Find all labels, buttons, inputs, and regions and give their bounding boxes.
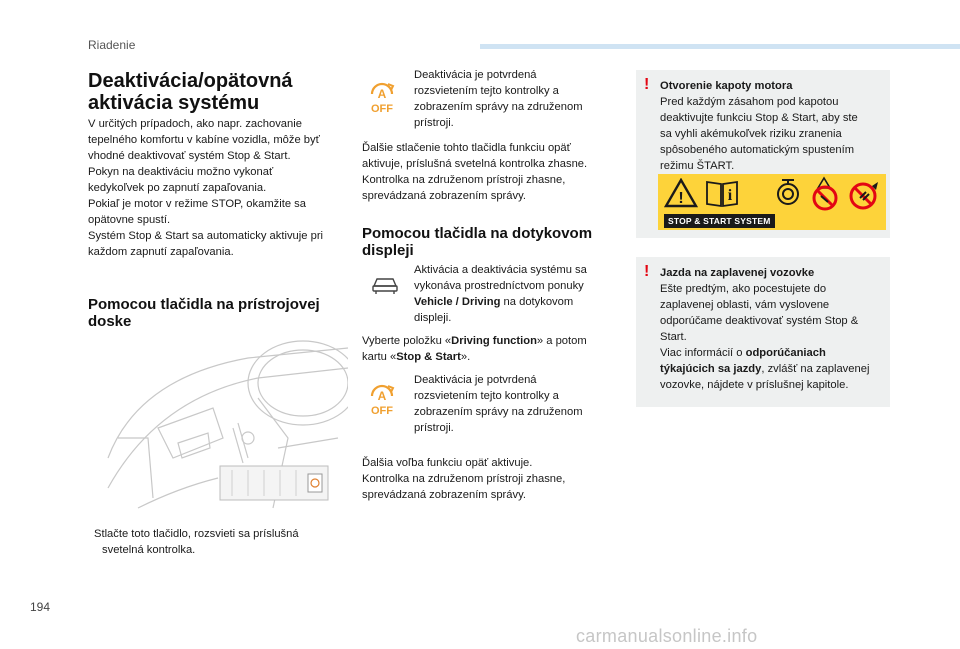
bullet-instruction (88, 526, 350, 558)
intro-line: Pokyn na deaktiváciu možno vykonať (88, 166, 274, 178)
note-line (660, 345, 888, 361)
select-instructions (362, 333, 612, 365)
page-number: 194 (30, 600, 51, 614)
no-hands-icon (808, 174, 842, 212)
title-line-2: aktivácia systému (88, 92, 260, 114)
heading-line-1: Pomocou tlačidla na dotykovom (362, 225, 593, 242)
off-icon-letter: A (377, 87, 387, 101)
info-mark: i (727, 187, 733, 204)
stop-start-off-indicator-icon (366, 382, 398, 416)
touch-line (414, 294, 606, 310)
select-text: ». (460, 351, 471, 363)
note-line: zaplavenej oblasti, vám vyslovene (660, 299, 830, 311)
intro-line: vhodné deaktivovať systém Stop & Start. (88, 150, 291, 162)
intro-line: každom zapnutí zapaľovania. (88, 246, 234, 258)
intro-line: opätovne spustí. (88, 214, 171, 226)
note-line: Start. (660, 331, 687, 343)
reactivate-line: Kontrolka na združenom prístroji zhasne, (362, 473, 566, 485)
touch-line: Aktivácia a deaktivácia systému sa (414, 264, 587, 276)
confirm-line: rozsvietením tejto kontrolky a (414, 85, 559, 97)
dashboard-drawing (98, 338, 348, 520)
stop-start-warning-label (658, 174, 886, 230)
bullet-text: svetelná kontrolka. (102, 544, 196, 556)
reactivate-text-2 (362, 455, 612, 503)
note-emphasis: odporúčaniach (745, 347, 826, 359)
note-text: , zvlášť na zaplavenej (761, 363, 870, 375)
note-line: Ešte predtým, ako pocestujete do (660, 283, 827, 295)
select-line (362, 349, 612, 365)
no-touch-icon (848, 180, 882, 212)
section-label: Riadenie (88, 38, 136, 52)
off-icon-text: OFF (371, 405, 393, 416)
note-line (660, 361, 888, 377)
confirm-line: zobrazením správy na združenom (414, 101, 583, 113)
select-text: kartu « (362, 351, 397, 363)
confirm-line: prístroji. (414, 422, 454, 434)
intro-line: V určitých prípadoch, ako napr. zachovanie (88, 118, 302, 130)
stop-start-off-indicator-icon (366, 80, 398, 114)
note-box-flooded-road (636, 257, 890, 407)
menu-path: Vehicle / Driving (414, 296, 501, 308)
title-line-1: Deaktivácia/opätovná (88, 70, 293, 92)
note-line: Pred každým zásahom pod kapotou (660, 96, 839, 108)
note-bonnet-text (660, 78, 888, 174)
touch-line: vykonáva prostredníctvom ponuky (414, 280, 584, 292)
touchscreen-text (414, 262, 606, 326)
note-line: režimu ŠTART. (660, 160, 735, 172)
select-text: » a potom (536, 335, 587, 347)
note-box-bonnet (636, 70, 890, 238)
heading-line-1: Pomocou tlačidla na prístrojovej (88, 296, 320, 313)
note-line: odporúčame deaktivovať systém Stop & (660, 315, 859, 327)
watermark: carmanualsonline.info (576, 626, 758, 646)
section-heading-dashboard (88, 296, 350, 330)
note-text: Viac informácií o (660, 347, 746, 359)
dashboard-illustration (98, 338, 348, 520)
button-panel-inset (220, 466, 328, 500)
intro-text (88, 116, 350, 260)
reactivate-text (362, 140, 612, 204)
section-heading-touchscreen (362, 225, 612, 259)
warning-icon: ! (644, 263, 650, 280)
note-line: sa vyhli akémukoľvek riziku zranenia (660, 128, 842, 140)
confirm-line: prístroji. (414, 117, 454, 129)
intro-line: kedykoľvek po zapnutí zapaľovania. (88, 182, 267, 194)
reactivate-line: sprevádzaná zobrazením správy. (362, 190, 526, 202)
reactivate-line: sprevádzaná zobrazením správy. (362, 489, 526, 501)
note-title: Otvorenie kapoty motora (660, 80, 793, 92)
off-icon-letter: A (377, 389, 387, 403)
confirm-line: rozsvietením tejto kontrolky a (414, 390, 559, 402)
touch-line-rest: na dotykovom (500, 296, 574, 308)
intro-line: Pokiaľ je motor v režime STOP, okamžite sa (88, 198, 306, 210)
touch-line: displeji. (414, 312, 452, 324)
page-title (88, 70, 348, 114)
confirm-text-2 (414, 372, 604, 436)
off-icon-text: OFF (371, 103, 393, 114)
note-line: deaktivujte funkciu Stop & Start, aby ste (660, 112, 858, 124)
note-title: Jazda na zaplavenej vozovke (660, 267, 815, 279)
reactivate-line: Ďalšia voľba funkciu opäť aktivuje. (362, 457, 533, 469)
intro-line: Systém Stop & Start sa automaticky aktivuje pri (88, 230, 324, 242)
note-line: vozovke, nájdete v príslušnej kapitole. (660, 379, 849, 391)
heading-line-2: doske (88, 313, 132, 330)
reactivate-line: aktivuje, príslušná svetelná kontrolka zhasne. (362, 158, 588, 170)
confirm-line: Deaktivácia je potvrdená (414, 374, 537, 386)
confirm-line: zobrazením správy na združenom (414, 406, 583, 418)
heading-line-2: displeji (362, 242, 414, 259)
hazard-mark: ! (678, 190, 684, 207)
intro-line: tepelného komfortu v kabíne vozidla, môže byť (88, 134, 320, 146)
fan-belt-icon (774, 176, 802, 210)
hazard-triangle-icon (664, 178, 698, 208)
note-line: spôsobeného automatickým spustením (660, 144, 855, 156)
reactivate-line: Ďalšie stlačenie tohto tlačidla funkciu opäť (362, 142, 571, 154)
warning-icon: ! (644, 76, 650, 93)
confirm-line: Deaktivácia je potvrdená (414, 69, 537, 81)
car-settings-icon (370, 272, 400, 296)
header-bar (480, 44, 960, 49)
confirm-text-1 (414, 67, 604, 131)
note-emphasis: týkajúcich sa jazdy (660, 363, 762, 375)
select-line (362, 333, 612, 349)
select-text: Vyberte položku « (362, 335, 452, 347)
bullet-text: Stlačte toto tlačidlo, rozsvieti sa príslušná (94, 528, 299, 540)
note-flooded-text (660, 265, 888, 393)
manual-info-icon (704, 178, 740, 208)
tab-stop-start: Stop & Start (396, 351, 461, 363)
menu-item-driving-function: Driving function (451, 335, 537, 347)
stop-start-system-label: STOP & START SYSTEM (664, 214, 775, 228)
reactivate-line: Kontrolka na združenom prístroji zhasne, (362, 174, 566, 186)
